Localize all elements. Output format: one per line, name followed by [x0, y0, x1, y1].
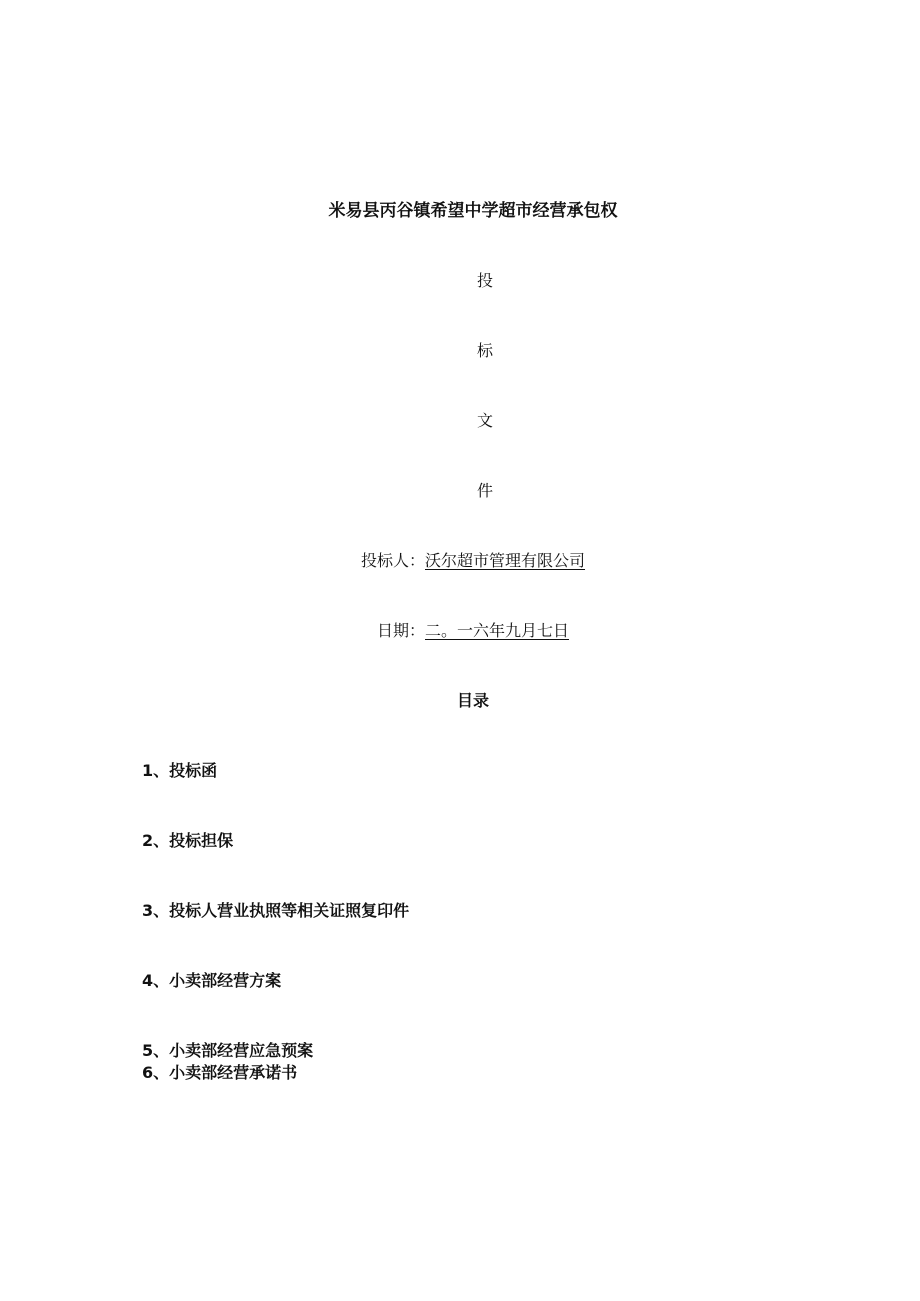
vertical-title-char-4: 件 — [476, 481, 493, 500]
vertical-title-char-2: 标 — [476, 341, 493, 360]
toc-item: 4、小卖部经营方案 — [142, 971, 282, 990]
date-line — [13, 621, 920, 641]
toc-item: 6、小卖部经营承诺书 — [142, 1063, 298, 1082]
toc-item: 3、投标人营业执照等相关证照复印件 — [142, 901, 410, 920]
toc-title: 目录 — [456, 691, 489, 710]
toc-item: 1、投标函 — [142, 761, 218, 780]
document-title: 米易县丙谷镇希望中学超市经营承包权 — [328, 201, 618, 221]
toc-item: 2、投标担保 — [142, 831, 234, 850]
toc-item: 5、小卖部经营应急预案 — [142, 1041, 314, 1060]
vertical-title-char-1: 投 — [476, 271, 493, 290]
date-value: 二。一六年九月七日 — [425, 621, 570, 640]
bidder-line — [13, 551, 920, 571]
vertical-title-char-3: 文 — [476, 411, 493, 430]
date-label: 日期： — [376, 621, 425, 640]
bidder-name: 沃尔超市管理有限公司 — [425, 551, 586, 570]
bidder-label: 投标人： — [360, 551, 425, 570]
